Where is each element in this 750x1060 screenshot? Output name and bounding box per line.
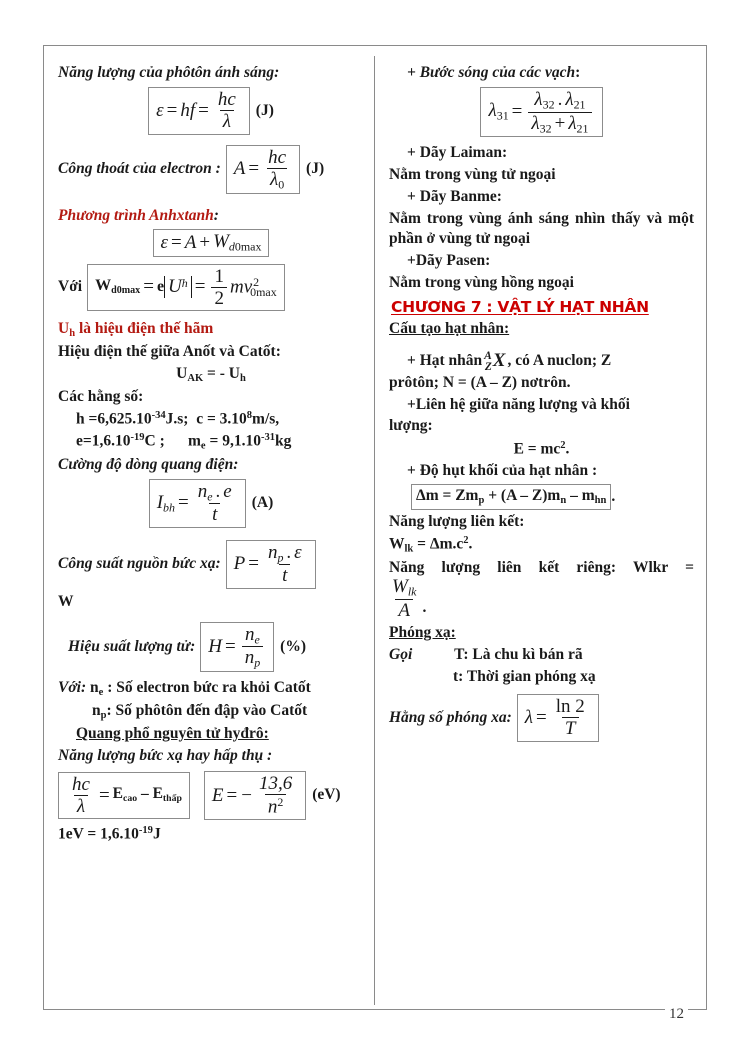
heading-quantum-efficiency: Hiệu suất lượng tử: [68,637,196,655]
legend-ne: $n_e$ : Số electron bức ra khỏi Catốt [90,679,311,699]
formula-energy-pair-row [58,771,364,820]
text-T: T: Là chu kì bán rã [454,646,583,664]
radioactivity-T-row [389,645,694,666]
formula-wlk-a-dot: . [422,598,427,616]
heading-pasen: +Dãy Pasen: [407,252,491,270]
formula-lambda31: λ31 = $\frac{\lambda 32 . \lambda 21}{\lambda 32 + \lambda 21}$ [488,90,594,135]
formula-power-box [226,540,316,589]
text-banme: Nằm trong vùng ánh sáng nhìn thấy và một phần ở vùng tử ngoại [389,209,694,248]
formula-uak: $U_{AK}$ = - $U_h$ [176,365,246,385]
heading-einstein-colon: : [213,206,219,224]
heading-banme: + Dãy Banme: [407,187,502,205]
formula-mass-defect: $\Delta m = Zm_p + (A - Z)m_n - m_{hn}$ [416,487,607,507]
formula-work-function: A = $\frac{hc}{\lambda 0}$ [233,146,287,192]
nucleus-Z: Z [484,361,492,374]
formula-work-function-row [58,145,364,194]
formula-lambda31-row [389,87,694,138]
heading-uak: Hiệu điện thế giữa Anốt và Catốt: [58,343,281,361]
formula-hclambda: $\frac{hc}{\lambda}$ = Ecao – Ethấp [72,773,182,817]
formula-wlk-a: $\frac{\text{Wlk}}{A}$ [392,576,417,622]
right-column [375,46,706,1009]
left-column [44,46,374,1009]
legend-ne-row [58,678,364,700]
constants-line-2: $e=1,6.10^{-19}C$ ; $m_e = 9,1.10^{-31}kg$ [76,432,292,452]
heading-wavelengths: + Bước sóng của các vạch [407,64,576,81]
formula-power-row [58,540,364,589]
formula-quantum-efficiency: H = $\frac{ne}{np}$ [208,625,266,670]
unit-ev: (eV) [312,786,341,804]
unit-joule-work: (J) [306,160,325,178]
heading-einstein-equation-wrap [58,206,364,227]
heading-laiman: + Dãy Laiman: [407,144,508,162]
unit-joule-photon: (J) [255,101,274,119]
unit-watt: W [58,592,74,610]
legend-np: $n_p$: Số phôtôn đến đập vào Catốt [92,702,308,722]
text-specific-binding: Năng lượng liên kết riêng: Wlkr = [389,558,694,576]
formula-decay-constant: λ = $\frac{\ln 2}{T}$ [524,695,585,740]
label-goi: Gọi [389,646,413,664]
formula-mass-defect-row [411,484,694,510]
page-frame [43,45,707,1022]
heading-einstein-equation: Phương trình Anhxtanh [58,206,214,224]
formula-power: P = $\frac{np . \varepsilon}{t}$ [233,541,302,587]
formula-mass-defect-box [411,484,611,510]
formula-mass-defect-dot: . [611,487,616,505]
formula-lambda31-box [480,87,602,138]
heading-work-function: Công thoát của electron : [58,160,221,178]
formula-einstein-row [58,229,364,256]
formula-emc2: $E = mc^2$. [513,440,570,458]
text-pasen: Nằm trong vùng hồng ngoại [389,273,574,291]
formula-en: E = − $\frac{13,6}{n^2}$ [211,772,293,818]
nucleus-X: X [492,350,506,372]
constants-line-1: $h =6,625.10^{-34}J.s$; $c = 3.10^8m/s$, [76,409,280,428]
heading-decay-constant-colon: : [506,708,512,726]
formula-work-function-box [226,145,300,194]
nucleus-A: A [484,349,492,362]
heading-wavelengths-wrap [389,63,694,84]
heading-radioactivity: Phóng xạ: [389,624,456,642]
text-mass-energy: +Liên hệ giữa năng lượng và khối [407,395,630,413]
unit-ampere: (A) [251,494,274,512]
note-uh: $U_h$ là hiệu điện thế hãm [58,320,214,340]
formula-ibh-box [149,479,246,528]
heading-nucleus-structure: Cấu tạo hạt nhân: [389,319,510,337]
heading-wavelengths-colon: : [575,64,581,81]
formula-wd0max-row [58,264,364,312]
label-voi: Với [58,278,83,296]
heading-hydro-spectrum: Quang phổ nguyên tử hyđrô: [76,725,269,743]
ev-conversion: $1eV = 1,6.10^{-19}J$ [58,825,161,843]
heading-radiation-energy: Năng lượng bức xạ hay hấp thụ : [58,747,273,765]
heading-power: Công suất nguồn bức xạ: [58,555,221,573]
unit-percent: (%) [280,637,306,655]
two-column-layout [44,46,706,1009]
formula-hclambda-box [58,772,190,820]
heading-decay-constant-wrap [389,709,517,727]
text-nucleus-b: , có A nuclon; Z [507,351,612,369]
text-nucleus-row [389,348,694,373]
nucleus-symbol [484,348,505,373]
heading-decay-constant: Hằng số phóng xa [389,708,507,726]
formula-decay-constant-box [517,694,599,742]
formula-photon-energy-box [148,87,250,135]
formula-photon-energy-row [58,87,364,135]
page-number: 12 [665,1007,688,1022]
formula-einstein-box [153,229,270,256]
text-nucleus-a: + Hạt nhân [407,351,483,369]
formula-wlk-a-row [389,577,694,620]
heading-constants: Các hằng số: [58,388,144,406]
formula-einstein: ε = A + Wd0max [160,231,262,255]
formula-quantum-efficiency-row [58,622,364,673]
formula-ibh-row [58,479,364,528]
formula-wd0max-box [87,264,285,312]
nucleus-az [484,351,493,374]
text-nucleus-c: prôtôn; N = (A – Z) nơtrôn. [389,373,571,391]
formula-ibh: Ibh = $\frac{ne . e}{t}$ [156,480,232,526]
formula-quantum-efficiency-box [200,622,274,673]
formula-wd0max: Wd0max = e U h = $\frac{1}{2}$ $mv^20\max$ [95,265,277,309]
chapter-title: CHƯƠNG 7 : VẬT LÝ HẠT NHÂN [391,297,649,316]
formula-decay-constant-row [389,694,694,742]
heading-mass-defect: + Độ hụt khối của hạt nhân : [407,462,598,480]
heading-photon-energy: Năng lượng của phôtôn ánh sáng: [58,64,280,81]
heading-photocurrent: Cường độ dòng quang điện: [58,455,239,473]
text-laiman: Nằm trong vùng tử ngoại [389,166,556,184]
legend-voi: Với: [58,679,87,697]
chapter-title-wrap [389,295,694,318]
formula-en-box [204,771,306,820]
formula-wlk: $W_{lk} = \Delta m.c^2$. [389,535,473,555]
text-mass-energy-2: lượng: [389,417,433,435]
formula-photon-energy: ε = hf = $\frac{hc}{\lambda}$ [156,88,236,133]
text-t: t: Thời gian phóng xạ [453,668,596,686]
heading-binding-energy: Năng lượng liên kết: [389,513,525,531]
